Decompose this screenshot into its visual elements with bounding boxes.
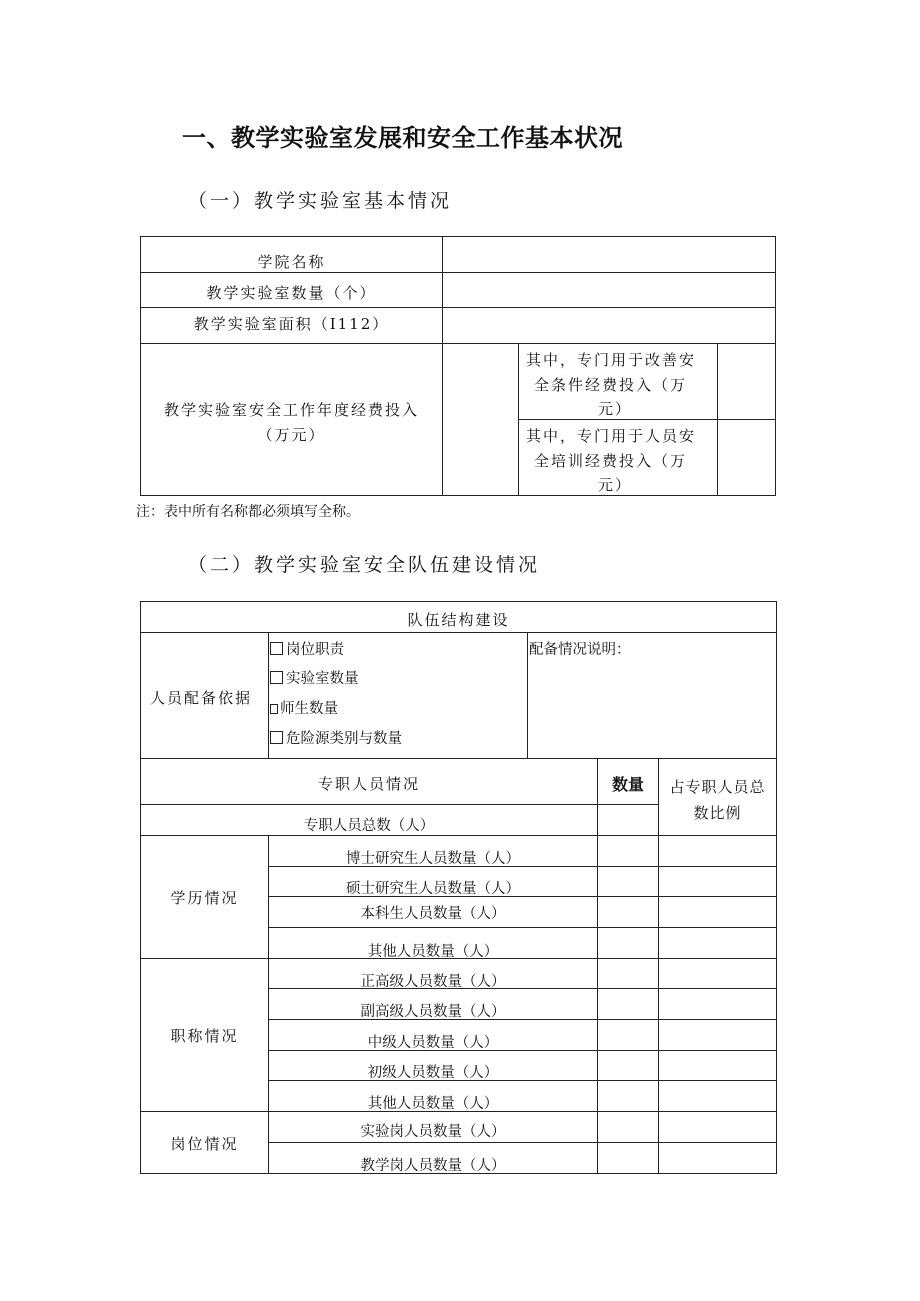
checkbox-hazard-source[interactable]: 危险源类别与数量 xyxy=(270,727,402,748)
rank-intermediate-label: 中级人员数量（人） xyxy=(367,1035,499,1051)
sub-safety-condition-label-2: 全条件经费投入（万 xyxy=(534,376,688,394)
training-funding-field[interactable] xyxy=(718,420,775,495)
checkbox-lab-count[interactable]: 实验室数量 xyxy=(270,667,359,688)
college-name-label: 学院名称 xyxy=(257,253,326,271)
section2-title: （二）教学实验室安全队伍建设情况 xyxy=(188,554,541,576)
lab-count-label: 教学实验室数量（个） xyxy=(206,284,377,302)
funding-label: 教学实验室安全工作年度经费投入 xyxy=(163,401,419,419)
sub-safety-condition-label: 其中，专门用于改善安 xyxy=(526,351,697,369)
page-heading: 一、教学实验室发展和安全工作基本状况 xyxy=(182,124,623,152)
checkbox-teacher-student-count[interactable]: 师生数量 xyxy=(270,697,338,718)
pos-lab-label: 实验岗人员数量（人） xyxy=(360,1124,506,1140)
edu-phd-label: 博士研究生人员数量（人） xyxy=(346,851,520,867)
staffing-basis-label: 人员配备依据 xyxy=(150,689,253,707)
pos-teaching-label: 教学岗人员数量（人） xyxy=(360,1158,506,1174)
fulltime-staff-header: 专职人员情况 xyxy=(317,775,420,793)
college-name-field[interactable] xyxy=(443,237,775,272)
sub-training-label-2: 全培训经费投入（万 xyxy=(534,452,688,470)
table-note: 注：表中所有名称都必须填写全称。 xyxy=(136,504,360,520)
rank-associate-label: 副高级人员数量（人） xyxy=(360,1004,506,1020)
quantity-header: 数量 xyxy=(611,775,644,794)
education-label: 学历情况 xyxy=(170,889,239,907)
total-staff-label: 专职人员总数（人） xyxy=(303,818,435,834)
edu-master-label: 硕士研究生人员数量（人） xyxy=(346,881,520,897)
config-description-label: 配备情况说明： xyxy=(529,642,631,658)
position-label: 岗位情况 xyxy=(170,1135,239,1153)
ratio-header: 占专职人员总 xyxy=(669,778,766,796)
sub-safety-condition-label-3: 元） xyxy=(598,400,633,418)
checkbox-icon xyxy=(270,704,278,714)
team-structure-header: 队伍结构建设 xyxy=(407,611,510,629)
edu-bachelor-label: 本科生人员数量（人） xyxy=(360,906,506,922)
rank-other-label: 其他人员数量（人） xyxy=(367,1096,499,1112)
checkbox-icon xyxy=(270,731,283,744)
section1-title: （一）教学实验室基本情况 xyxy=(188,190,453,212)
rank-junior-label: 初级人员数量（人） xyxy=(367,1065,499,1081)
total-staff-qty[interactable] xyxy=(598,805,658,835)
checkbox-job-duty[interactable]: 岗位职责 xyxy=(270,638,344,659)
title-rank-label: 职称情况 xyxy=(170,1027,239,1045)
checkbox-icon xyxy=(270,671,283,684)
checkbox-icon xyxy=(270,642,283,655)
sub-training-label: 其中，专门用于人员安 xyxy=(526,427,697,445)
rank-senior-label: 正高级人员数量（人） xyxy=(360,974,506,990)
lab-area-field[interactable] xyxy=(443,308,775,343)
sub-training-label-3: 元） xyxy=(598,476,633,494)
lab-area-label: 教学实验室面积（I112） xyxy=(193,315,390,333)
safety-condition-funding-field[interactable] xyxy=(718,344,775,419)
lab-count-field[interactable] xyxy=(443,273,775,307)
ratio-header-2: 数比例 xyxy=(693,804,742,822)
edu-other-label: 其他人员数量（人） xyxy=(367,944,499,960)
funding-field[interactable] xyxy=(443,344,518,495)
config-description-field[interactable] xyxy=(529,660,775,756)
funding-unit-label: （万元） xyxy=(257,426,326,444)
